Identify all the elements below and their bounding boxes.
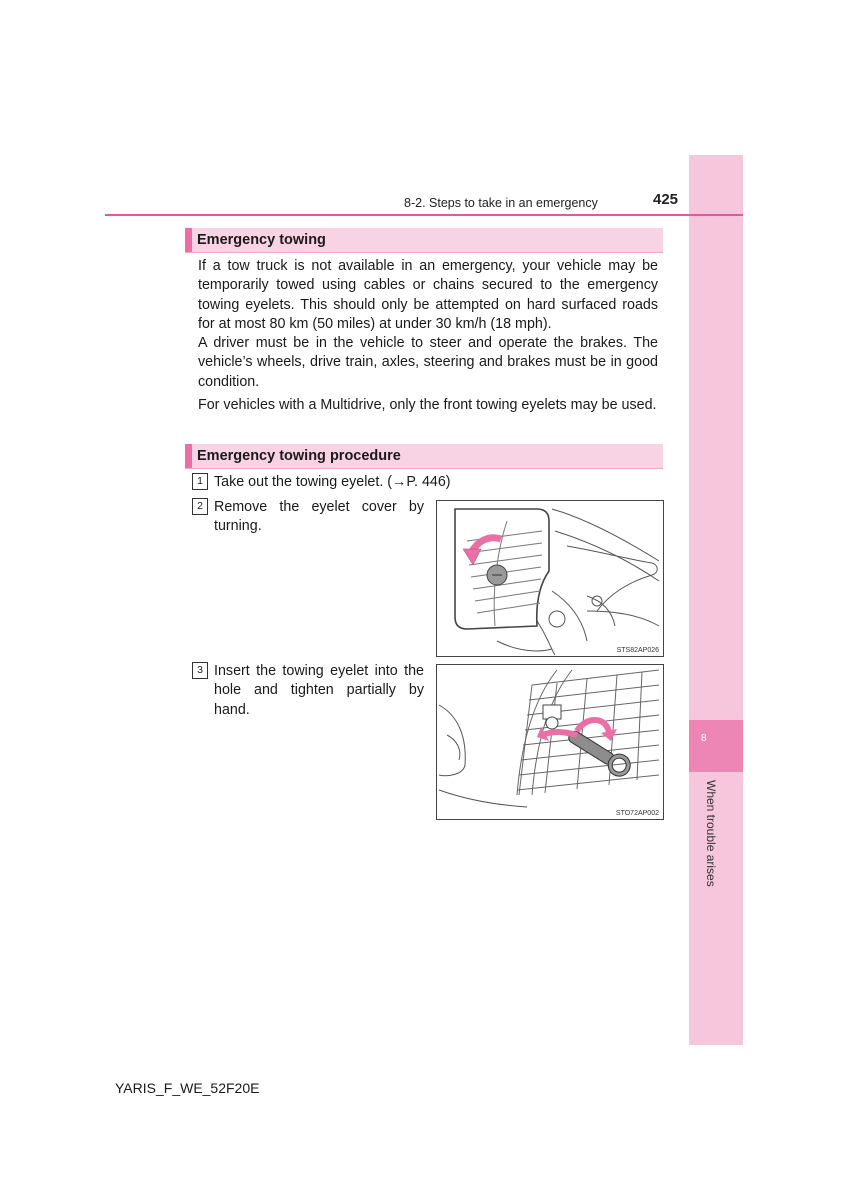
chapter-number: 8 [701,733,707,744]
document-code: YARIS_F_WE_52F20E [115,1080,260,1096]
paragraph: If a tow truck is not available in an emergency, your vehicle may be temporarily towed using cables or chains secured to the emergency towing eyelets. This should only be attempted on hard surfaced roads for at most 80 km (50 miles) at under 30 km/h (18 mph). [198,258,658,332]
step-number-box: 2 [192,498,208,515]
step-text: Insert the towing eyelet into the hole and tighten partially by hand. [214,663,424,718]
figure-code: STS82AP026 [616,647,659,654]
paragraph: For vehicles with a Multidrive, only the front towing eyelets may be used. [198,397,657,413]
heading-text: Emergency towing [197,232,326,248]
figure-remove-cover [436,500,664,657]
paragraph: A driver must be in the vehicle to steer and operate the brakes. The vehicle’s wheels, drive train, axles, steering and brakes must be in good condition. [198,335,658,390]
step-number-box: 3 [192,662,208,679]
step-text: Remove the eyelet cover by turning. [214,499,424,535]
header-rule [105,214,743,216]
heading-emergency-towing [185,228,663,253]
step-text: Take out the towing eyelet. (→P. 446) [214,474,451,490]
chapter-label: When trouble arises [704,780,718,887]
figure-code: STO72AP002 [615,810,659,817]
towing-eyelet-illustration [437,665,663,819]
bumper-cover-illustration [437,501,663,656]
side-tab [689,155,743,1045]
heading-text: Emergency towing procedure [197,448,401,464]
figure-insert-eyelet [436,664,664,820]
page-number: 425 [653,191,679,208]
section-title: 8-2. Steps to take in an emergency [404,196,598,210]
step-number-box: 1 [192,473,208,490]
chapter-number-tab [689,720,743,772]
heading-emergency-towing-procedure [185,444,663,469]
